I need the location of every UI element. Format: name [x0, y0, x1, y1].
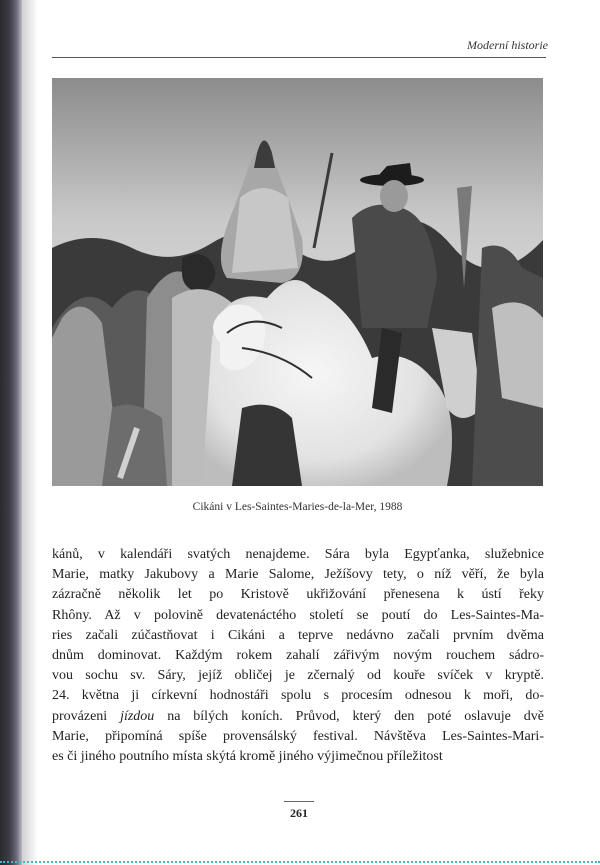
page-number: 261	[290, 806, 308, 820]
text-fragment: provázeni	[52, 708, 121, 724]
text-line-with-italic	[52, 707, 544, 727]
text-line: ries začali zúčastňovat i Cikáni a teprve nedávno začali prvním dvěma	[52, 627, 544, 643]
text-line: 24. května ji církevní hodnostáři spolu s procesím odnesou k moři, do-	[52, 688, 544, 704]
folio-rule	[284, 801, 314, 802]
text-line: Marie, matky Jakubovy a Marie Salome, Ježíšovy tety, o níž věří, že byla	[52, 567, 544, 583]
bottom-dotted-border	[0, 861, 600, 863]
photo-caption: Cikáni v Les-Saintes-Maries-de-la-Mer, 1988	[192, 501, 403, 513]
text-line: dnům dominovat. Každým rokem zahalí zářivým novým rouchem sádro-	[52, 647, 544, 663]
gutter-shadow	[22, 0, 38, 865]
photo-illustration	[52, 78, 543, 486]
text-line: Rhôny. Až v polovině devatenáctého století se poutí do Les-Saintes-Ma-	[52, 607, 544, 623]
text-line: Marie, připomíná spíše provensálský festival. Návštěva Les-Saintes-Mari-	[52, 728, 544, 744]
photo	[52, 78, 543, 486]
text-line: vou sochu sv. Sáry, jejíž obličej je zčernalý od kouře svíček v kryptě.	[52, 668, 544, 684]
header-rule	[52, 57, 546, 58]
italic-word: jízdou	[120, 708, 155, 724]
book-spine	[0, 0, 22, 865]
text-line: kánů, v kalendáři svatých nenajdeme. Sára byla Egypťanka, služebnice	[52, 547, 544, 562]
text-line: es či jiného poutního místa skýtá kromě jiného výjimečnou příležitost	[52, 748, 443, 764]
text-fragment: na bílých koních. Průvod, který den poté oslavuje dvě	[154, 708, 544, 724]
running-head: Moderní historie	[467, 38, 548, 52]
body-text	[52, 545, 544, 767]
text-line: zázračně několik let po Kristově ukřižování přenesena k ústí řeky	[52, 587, 544, 603]
